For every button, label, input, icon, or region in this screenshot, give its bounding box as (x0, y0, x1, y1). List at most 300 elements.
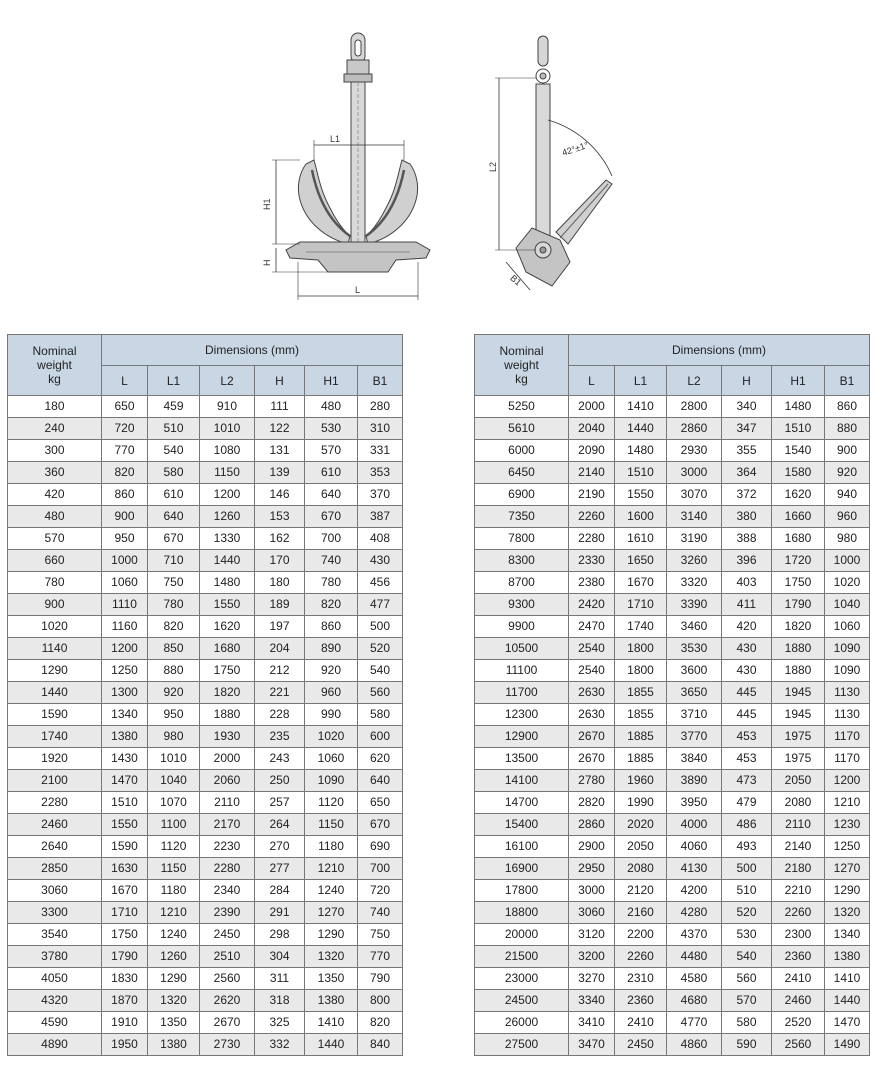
table-cell: 1250 (102, 660, 148, 682)
table-row (8, 726, 403, 748)
table-cell: 477 (358, 594, 403, 616)
table-cell: 2190 (569, 484, 615, 506)
table-cell: 3650 (667, 682, 722, 704)
table-row (8, 858, 403, 880)
table-row (475, 484, 870, 506)
table-cell: 1550 (615, 484, 667, 506)
table-cell: 2260 (772, 902, 825, 924)
table-cell: 1550 (102, 814, 148, 836)
table-cell: 1150 (305, 814, 358, 836)
table-cell: 1380 (825, 946, 870, 968)
table-cell: 1470 (825, 1012, 870, 1034)
table-cell: 2170 (200, 814, 255, 836)
table-cell: 1880 (200, 704, 255, 726)
header-nominal-weight: Nominal weight kg (8, 335, 102, 396)
table-row (8, 792, 403, 814)
table-row (475, 462, 870, 484)
label-h: H (262, 259, 272, 266)
table-cell: 780 (305, 572, 358, 594)
table-cell: 14700 (475, 792, 569, 814)
table-cell: 1880 (772, 660, 825, 682)
table-cell: 2930 (667, 440, 722, 462)
table-cell: 1430 (102, 748, 148, 770)
table-cell: 2040 (569, 418, 615, 440)
table-cell: 257 (255, 792, 305, 814)
table-cell: 1580 (772, 462, 825, 484)
table-cell: 3460 (667, 616, 722, 638)
table-cell: 122 (255, 418, 305, 440)
table-cell: 1540 (772, 440, 825, 462)
table-cell: 2460 (772, 990, 825, 1012)
table-cell: 380 (722, 506, 772, 528)
table-row (8, 902, 403, 924)
table-row (475, 682, 870, 704)
table-cell: 1330 (200, 528, 255, 550)
table-cell: 9300 (475, 594, 569, 616)
table-row (475, 1012, 870, 1034)
table-cell: 540 (148, 440, 200, 462)
table-cell: 3890 (667, 770, 722, 792)
table-cell: 570 (305, 440, 358, 462)
table-cell: 18800 (475, 902, 569, 924)
table-cell: 980 (825, 528, 870, 550)
table-cell: 300 (8, 440, 102, 462)
table-cell: 610 (148, 484, 200, 506)
table-cell: 750 (148, 572, 200, 594)
table-cell: 146 (255, 484, 305, 506)
table-cell: 1670 (102, 880, 148, 902)
table-cell: 1380 (305, 990, 358, 1012)
table-cell: 396 (722, 550, 772, 572)
table-cell: 1945 (772, 704, 825, 726)
table-cell: 5610 (475, 418, 569, 440)
table-row (475, 704, 870, 726)
table-cell: 1320 (305, 946, 358, 968)
table-cell: 1010 (148, 748, 200, 770)
table-cell: 590 (722, 1034, 772, 1056)
table-cell: 310 (358, 418, 403, 440)
table-cell: 1340 (102, 704, 148, 726)
table-cell: 2360 (615, 990, 667, 1012)
table-cell: 3120 (569, 924, 615, 946)
table-cell: 4060 (667, 836, 722, 858)
table-cell: 720 (102, 418, 148, 440)
table-cell: 3410 (569, 1012, 615, 1034)
table-cell: 1340 (825, 924, 870, 946)
table-cell: 1820 (200, 682, 255, 704)
table-cell: 1870 (102, 990, 148, 1012)
table-row (8, 968, 403, 990)
table-cell: 1290 (8, 660, 102, 682)
table-cell: 3260 (667, 550, 722, 572)
table-cell: 1710 (102, 902, 148, 924)
table-cell: 500 (722, 858, 772, 880)
table-cell: 486 (722, 814, 772, 836)
table-cell: 2540 (569, 638, 615, 660)
table-cell: 1210 (825, 792, 870, 814)
table-cell: 1480 (772, 396, 825, 418)
table-cell: 26000 (475, 1012, 569, 1034)
table-cell: 1180 (305, 836, 358, 858)
table-cell: 1150 (200, 462, 255, 484)
table-cell: 2280 (8, 792, 102, 814)
table-row (475, 440, 870, 462)
side-view (495, 36, 612, 290)
label-l: L (355, 285, 361, 295)
table-cell: 8700 (475, 572, 569, 594)
table-cell: 1950 (102, 1034, 148, 1056)
table-cell: 520 (358, 638, 403, 660)
table-cell: 347 (722, 418, 772, 440)
table-cell: 3600 (667, 660, 722, 682)
header-col: H1 (305, 366, 358, 396)
table-row (8, 396, 403, 418)
table-cell: 3530 (667, 638, 722, 660)
table-cell: 2380 (569, 572, 615, 594)
table-cell: 445 (722, 682, 772, 704)
table-cell: 1140 (8, 638, 102, 660)
table-row (475, 814, 870, 836)
table-cell: 1290 (305, 924, 358, 946)
table-cell: 4130 (667, 858, 722, 880)
table-cell: 1320 (825, 902, 870, 924)
table-cell: 1820 (772, 616, 825, 638)
header-col: H (722, 366, 772, 396)
table-cell: 890 (305, 638, 358, 660)
table-cell: 291 (255, 902, 305, 924)
table-cell: 1680 (200, 638, 255, 660)
anchor-drawing-svg (0, 0, 875, 320)
table-cell: 600 (358, 726, 403, 748)
table-cell: 2280 (200, 858, 255, 880)
table-cell: 990 (305, 704, 358, 726)
table-cell: 2200 (615, 924, 667, 946)
table-cell: 2800 (667, 396, 722, 418)
table-row (8, 1012, 403, 1034)
table-cell: 1350 (305, 968, 358, 990)
table-cell: 700 (358, 858, 403, 880)
table-cell: 7350 (475, 506, 569, 528)
table-cell: 325 (255, 1012, 305, 1034)
table-cell: 2470 (569, 616, 615, 638)
table-cell: 2410 (615, 1012, 667, 1034)
table-cell: 1885 (615, 748, 667, 770)
table-row (475, 638, 870, 660)
table-cell: 3470 (569, 1034, 615, 1056)
table-cell: 570 (722, 990, 772, 1012)
table-row (8, 440, 403, 462)
table-cell: 1440 (200, 550, 255, 572)
table-row (475, 594, 870, 616)
table-cell: 2630 (569, 682, 615, 704)
table-cell: 560 (358, 682, 403, 704)
table-cell: 1880 (772, 638, 825, 660)
table-cell: 1550 (200, 594, 255, 616)
table-cell: 1800 (615, 660, 667, 682)
table-cell: 2020 (615, 814, 667, 836)
table-cell: 228 (255, 704, 305, 726)
table-row (475, 418, 870, 440)
table-cell: 2260 (569, 506, 615, 528)
table-row (475, 660, 870, 682)
table-cell: 610 (305, 462, 358, 484)
table-cell: 1750 (772, 572, 825, 594)
table-row (8, 418, 403, 440)
table-cell: 1090 (825, 638, 870, 660)
table-cell: 880 (148, 660, 200, 682)
table-cell: 1670 (615, 572, 667, 594)
label-h1: H1 (262, 198, 272, 210)
table-cell: 2000 (200, 748, 255, 770)
table-cell: 640 (358, 770, 403, 792)
table-cell: 162 (255, 528, 305, 550)
table-row (8, 660, 403, 682)
table-row (8, 528, 403, 550)
table-cell: 820 (305, 594, 358, 616)
table-cell: 920 (148, 682, 200, 704)
table-cell: 2540 (569, 660, 615, 682)
table-cell: 27500 (475, 1034, 569, 1056)
table-cell: 2860 (667, 418, 722, 440)
table-cell: 2000 (569, 396, 615, 418)
table-cell: 500 (358, 616, 403, 638)
table-row (8, 836, 403, 858)
table-cell: 2160 (615, 902, 667, 924)
table-cell: 940 (825, 484, 870, 506)
table-cell: 1210 (148, 902, 200, 924)
table-cell: 2450 (615, 1034, 667, 1056)
table-row (8, 572, 403, 594)
table-cell: 1975 (772, 726, 825, 748)
table-cell: 860 (102, 484, 148, 506)
table-cell: 17800 (475, 880, 569, 902)
table-cell: 1040 (148, 770, 200, 792)
table-cell: 1855 (615, 682, 667, 704)
table-cell: 1440 (8, 682, 102, 704)
table-cell: 12300 (475, 704, 569, 726)
table-cell: 1510 (615, 462, 667, 484)
table-row (475, 990, 870, 1012)
table-cell: 16100 (475, 836, 569, 858)
table-cell: 480 (8, 506, 102, 528)
table-row (475, 858, 870, 880)
table-cell: 1200 (200, 484, 255, 506)
table-cell: 456 (358, 572, 403, 594)
table-row (8, 638, 403, 660)
table-cell: 3060 (8, 880, 102, 902)
table-cell: 445 (722, 704, 772, 726)
table-cell: 2110 (772, 814, 825, 836)
table-cell: 2560 (200, 968, 255, 990)
table-cell: 1020 (825, 572, 870, 594)
table-cell: 1000 (825, 550, 870, 572)
table-cell: 2060 (200, 770, 255, 792)
table-row (475, 924, 870, 946)
table-cell: 340 (722, 396, 772, 418)
table-cell: 1710 (615, 594, 667, 616)
table-cell: 690 (358, 836, 403, 858)
table-cell: 1610 (615, 528, 667, 550)
table-cell: 1510 (102, 792, 148, 814)
table-cell: 1060 (102, 572, 148, 594)
table-cell: 1740 (8, 726, 102, 748)
table-cell: 355 (722, 440, 772, 462)
table-cell: 9900 (475, 616, 569, 638)
table-cell: 2310 (615, 968, 667, 990)
table-cell: 770 (358, 946, 403, 968)
table-row (475, 572, 870, 594)
table-cell: 311 (255, 968, 305, 990)
table-cell: 1410 (615, 396, 667, 418)
table-cell: 520 (722, 902, 772, 924)
table-cell: 430 (358, 550, 403, 572)
table-cell: 4000 (667, 814, 722, 836)
table-row (8, 748, 403, 770)
table-cell: 493 (722, 836, 772, 858)
table-row (475, 770, 870, 792)
table-row (475, 396, 870, 418)
table-cell: 960 (305, 682, 358, 704)
table-cell: 1060 (825, 616, 870, 638)
table-cell: 3000 (667, 462, 722, 484)
table-cell: 560 (722, 968, 772, 990)
table-cell: 3390 (667, 594, 722, 616)
side-shackle (538, 36, 548, 66)
table-cell: 650 (358, 792, 403, 814)
table-cell: 570 (8, 528, 102, 550)
table-cell: 459 (148, 396, 200, 418)
table-cell: 1960 (615, 770, 667, 792)
table-cell: 710 (148, 550, 200, 572)
table-cell: 4200 (667, 880, 722, 902)
table-cell: 820 (358, 1012, 403, 1034)
table-cell: 1680 (772, 528, 825, 550)
table-cell: 1040 (825, 594, 870, 616)
table-row (8, 880, 403, 902)
table-cell: 1260 (200, 506, 255, 528)
table-cell: 1740 (615, 616, 667, 638)
table-cell: 1830 (102, 968, 148, 990)
label-angle: 42°±1° (560, 139, 590, 158)
table-cell: 860 (825, 396, 870, 418)
header-col: L (569, 366, 615, 396)
table-cell: 1630 (102, 858, 148, 880)
table-cell: 1990 (615, 792, 667, 814)
table-cell: 510 (722, 880, 772, 902)
header-col: B1 (358, 366, 403, 396)
table-cell: 580 (358, 704, 403, 726)
table-cell: 430 (722, 660, 772, 682)
table-cell: 4770 (667, 1012, 722, 1034)
table-cell: 920 (305, 660, 358, 682)
table-body-right (475, 396, 870, 1056)
table-cell: 1180 (148, 880, 200, 902)
table-cell: 950 (148, 704, 200, 726)
table-cell: 277 (255, 858, 305, 880)
table-cell: 530 (305, 418, 358, 440)
table-cell: 1440 (825, 990, 870, 1012)
label-l2: L2 (488, 161, 498, 172)
table-cell: 1380 (148, 1034, 200, 1056)
header-col: B1 (825, 366, 870, 396)
table-cell: 221 (255, 682, 305, 704)
table-cell: 12900 (475, 726, 569, 748)
table-cell: 304 (255, 946, 305, 968)
table-cell: 480 (305, 396, 358, 418)
table-cell: 21500 (475, 946, 569, 968)
table-row (8, 616, 403, 638)
table-cell: 2820 (569, 792, 615, 814)
table-cell: 780 (8, 572, 102, 594)
table-cell: 270 (255, 836, 305, 858)
table-cell: 2860 (569, 814, 615, 836)
table-cell: 4280 (667, 902, 722, 924)
table-cell: 411 (722, 594, 772, 616)
table-cell: 670 (305, 506, 358, 528)
table-row (8, 924, 403, 946)
table-cell: 1130 (825, 682, 870, 704)
table-cell: 1290 (148, 968, 200, 990)
table-cell: 750 (358, 924, 403, 946)
table-cell: 510 (148, 418, 200, 440)
table-row (8, 550, 403, 572)
table-cell: 250 (255, 770, 305, 792)
table-cell: 3300 (8, 902, 102, 924)
table-cell: 670 (148, 528, 200, 550)
table-cell: 284 (255, 880, 305, 902)
table-cell: 2560 (772, 1034, 825, 1056)
table-cell: 2120 (615, 880, 667, 902)
label-l1: L1 (330, 134, 341, 144)
table-cell: 1100 (148, 814, 200, 836)
table-cell: 2210 (772, 880, 825, 902)
header-dimensions: Dimensions (mm) (102, 335, 403, 366)
table-cell: 1470 (102, 770, 148, 792)
table-cell: 860 (305, 616, 358, 638)
table-cell: 1660 (772, 506, 825, 528)
table-cell: 204 (255, 638, 305, 660)
table-cell: 530 (722, 924, 772, 946)
table-cell: 770 (102, 440, 148, 462)
header-nominal-weight: Nominal weight kg (475, 335, 569, 396)
table-row (8, 704, 403, 726)
header-col: L (102, 366, 148, 396)
table-cell: 2300 (772, 924, 825, 946)
table-row (8, 462, 403, 484)
table-cell: 1650 (615, 550, 667, 572)
table-row (8, 682, 403, 704)
table-cell: 2670 (569, 748, 615, 770)
table-cell: 1170 (825, 748, 870, 770)
table-cell: 479 (722, 792, 772, 814)
table-row (8, 594, 403, 616)
table-cell: 24500 (475, 990, 569, 1012)
table-cell: 1150 (148, 858, 200, 880)
table-cell: 2460 (8, 814, 102, 836)
table-cell: 700 (305, 528, 358, 550)
table-cell: 1380 (102, 726, 148, 748)
table-cell: 1910 (102, 1012, 148, 1034)
table-cell: 20000 (475, 924, 569, 946)
table-cell: 473 (722, 770, 772, 792)
table-cell: 2260 (615, 946, 667, 968)
table-cell: 1240 (148, 924, 200, 946)
table-cell: 3340 (569, 990, 615, 1012)
table-cell: 2670 (200, 1012, 255, 1034)
table-cell: 1410 (825, 968, 870, 990)
table-cell: 2780 (569, 770, 615, 792)
table-cell: 14100 (475, 770, 569, 792)
